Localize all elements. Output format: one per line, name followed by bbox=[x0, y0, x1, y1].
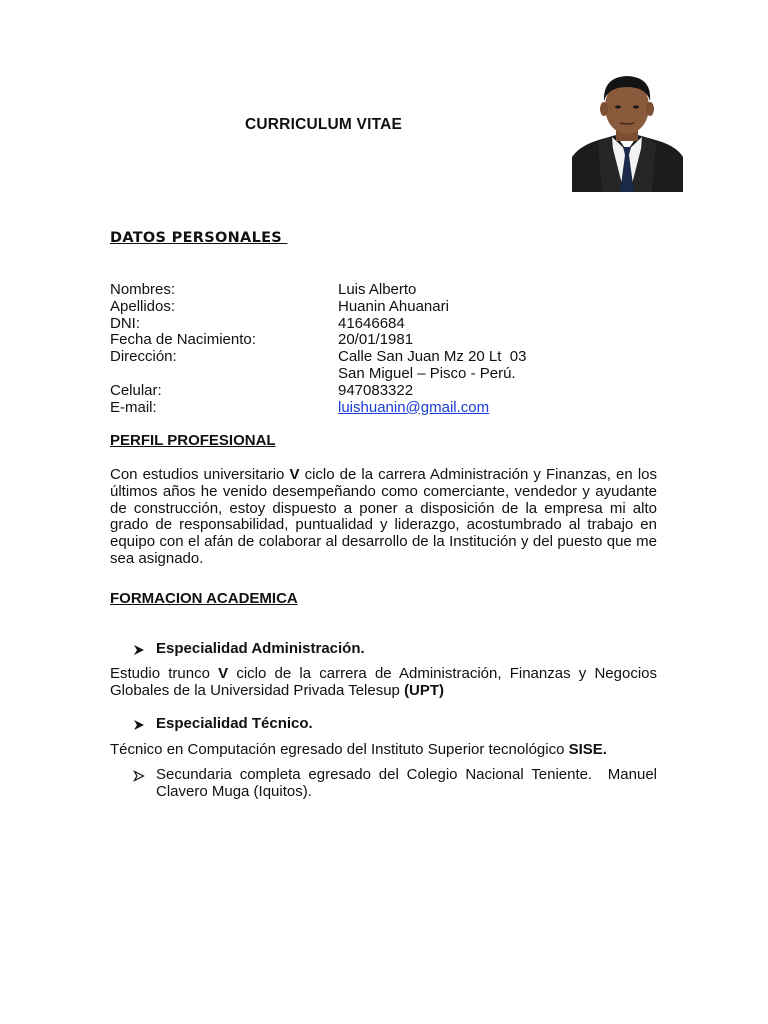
email-link[interactable]: luishuanin@gmail.com bbox=[338, 398, 490, 416]
personal-data-table bbox=[110, 282, 570, 416]
field-row bbox=[110, 383, 570, 400]
administracion-text-middle: ciclo de la carrera de Administración, Finanzas y Negocios Globales de la Universidad Privada Telesup bbox=[110, 665, 657, 699]
arrow-bullet-outline-icon bbox=[133, 767, 145, 782]
field-row bbox=[110, 332, 570, 349]
field-value: Huanin Ahuanari bbox=[338, 297, 449, 315]
administracion-bold-upt: (UPT) bbox=[404, 681, 445, 699]
field-row bbox=[110, 299, 570, 316]
email-link-wrapper bbox=[338, 400, 489, 417]
field-value: 947083322 bbox=[338, 381, 414, 399]
section-heading-datos-personales: DATOS PERSONALES bbox=[110, 230, 288, 246]
page-title: CURRICULUM VITAE bbox=[245, 116, 403, 133]
field-value: San Miguel – Pisco - Perú. bbox=[338, 364, 516, 382]
administracion-paragraph bbox=[110, 666, 657, 700]
arrow-bullet-icon bbox=[133, 716, 145, 731]
list-item-especialidad-tecnico bbox=[133, 716, 657, 733]
perfil-paragraph bbox=[110, 467, 657, 568]
field-value: Calle San Juan Mz 20 Lt 03 bbox=[338, 348, 527, 366]
field-value: 20/01/1981 bbox=[338, 331, 414, 349]
bullet-title: Especialidad Administración. bbox=[156, 640, 365, 657]
administracion-bold-cycle: V bbox=[218, 665, 229, 682]
perfil-text-start: Con estudios universitario bbox=[110, 466, 290, 483]
section-heading-formacion: FORMACION ACADEMICA bbox=[110, 590, 298, 607]
tecnico-paragraph bbox=[110, 742, 657, 759]
arrow-bullet-icon bbox=[133, 641, 145, 656]
profile-photo bbox=[572, 71, 683, 192]
field-label: Apellidos: bbox=[110, 297, 176, 315]
tecnico-text-start: Técnico en Computación egresado del Instituto Superior tecnológico bbox=[110, 741, 569, 758]
field-label: DNI: bbox=[110, 314, 140, 332]
list-item-secundaria bbox=[133, 766, 662, 801]
field-row bbox=[110, 316, 570, 333]
field-label: Dirección: bbox=[110, 348, 177, 366]
field-row bbox=[110, 366, 570, 383]
field-value: 41646684 bbox=[338, 314, 405, 332]
field-row bbox=[110, 349, 570, 366]
section-heading-perfil: PERFIL PROFESIONAL bbox=[110, 432, 276, 449]
field-label: Fecha de Nacimiento: bbox=[110, 331, 256, 349]
bullet-title: Especialidad Técnico. bbox=[156, 715, 313, 732]
field-label: Celular: bbox=[110, 381, 162, 399]
field-row bbox=[110, 400, 570, 417]
bullet-text: Secundaria completa egresado del Colegio Nacional Teniente. Manuel Clavero Muga (Iquitos). bbox=[156, 766, 662, 800]
field-label: Nombres: bbox=[110, 281, 176, 298]
tecnico-bold-sise: SISE. bbox=[568, 741, 607, 758]
perfil-text-end: ciclo de la carrera Administración y Finanzas, en los últimos años he venido desempeñando como comerciante, vendedor y ayudante de construcción, estoy dispuesto a poner a disposición de la empresa mi alto grado de responsabilidad, puntualidad y liderazgo, acostumbrado al trabajo en equipo con el afán de colaborar al desarrollo de la Institución y del puesto que me sea asignado. bbox=[110, 466, 657, 567]
perfil-bold-cycle: V bbox=[289, 466, 300, 483]
list-item-especialidad-administracion bbox=[133, 641, 657, 658]
field-value: Luis Alberto bbox=[338, 281, 417, 298]
field-label: E-mail: bbox=[110, 398, 157, 416]
field-row bbox=[110, 282, 570, 299]
portrait-photo-icon bbox=[572, 71, 683, 192]
administracion-text-start: Estudio trunco bbox=[110, 665, 219, 682]
